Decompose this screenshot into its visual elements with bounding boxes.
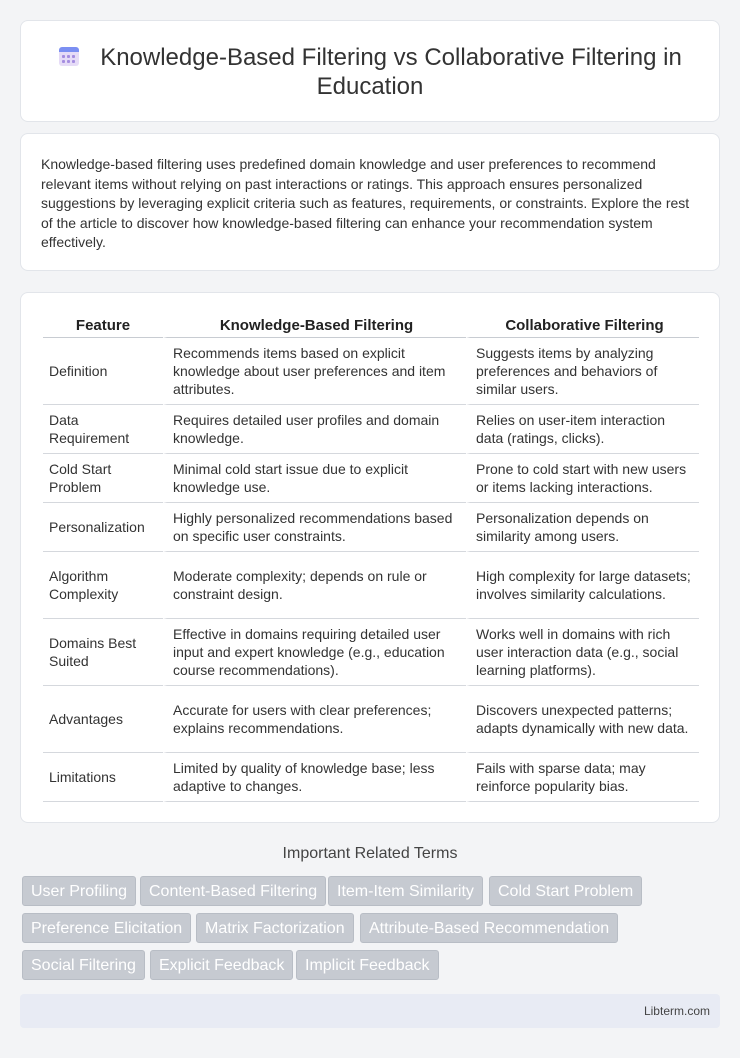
header-knowledge-based: Knowledge-Based Filtering	[163, 316, 466, 338]
page-title	[21, 43, 719, 101]
table-row	[43, 338, 699, 405]
feature-cell: Limitations	[43, 753, 163, 802]
table-row	[43, 753, 699, 802]
knowledge-based-cell: Effective in domains requiring detailed user input and expert knowledge (e.g., education course recommendations).	[163, 619, 466, 686]
collaborative-cell: High complexity for large datasets; involves similarity calculations.	[466, 552, 699, 619]
feature-cell: Personalization	[43, 503, 163, 552]
knowledge-based-cell: Limited by quality of knowledge base; less adaptive to changes.	[163, 753, 466, 802]
table-row	[43, 503, 699, 552]
tag-item-item-similarity[interactable]: Item-Item Similarity	[328, 876, 483, 906]
feature-cell: Data Requirement	[43, 405, 163, 454]
feature-cell: Algorithm Complexity	[43, 552, 163, 619]
feature-cell: Advantages	[43, 686, 163, 753]
table-header-row	[43, 316, 699, 338]
tag-attribute-based-recommendation[interactable]: Attribute-Based Recommendation	[360, 913, 618, 943]
feature-cell: Domains Best Suited	[43, 619, 163, 686]
knowledge-based-cell: Accurate for users with clear preferences; explains recommendations.	[163, 686, 466, 753]
collaborative-cell: Prone to cold start with new users or items lacking interactions.	[466, 454, 699, 503]
footer	[20, 994, 720, 1028]
tag-matrix-factorization[interactable]: Matrix Factorization	[196, 913, 354, 943]
knowledge-based-cell: Moderate complexity; depends on rule or constraint design.	[163, 552, 466, 619]
collaborative-cell: Suggests items by analyzing preferences and behaviors of similar users.	[466, 338, 699, 405]
knowledge-based-cell: Requires detailed user profiles and domain knowledge.	[163, 405, 466, 454]
footer-site-link[interactable]: Libterm.com	[643, 1004, 710, 1018]
header-card	[20, 20, 720, 122]
title-line-1: Knowledge-Based Filtering vs Collaborative Filtering in	[100, 44, 682, 71]
table-row	[43, 552, 699, 619]
tag-content-based-filtering[interactable]: Content-Based Filtering	[140, 876, 326, 906]
feature-cell: Cold Start Problem	[43, 454, 163, 503]
tag-social-filtering[interactable]: Social Filtering	[22, 950, 145, 980]
table-row	[43, 405, 699, 454]
tag-user-profiling[interactable]: User Profiling	[22, 876, 136, 906]
intro-card	[20, 133, 720, 271]
comparison-table	[43, 316, 699, 802]
related-terms-title: Important Related Terms	[282, 845, 458, 862]
collaborative-cell: Works well in domains with rich user interaction data (e.g., social learning platforms).	[466, 619, 699, 686]
header-feature: Feature	[43, 316, 163, 338]
tag-cold-start-problem[interactable]: Cold Start Problem	[489, 876, 642, 906]
tag-preference-elicitation[interactable]: Preference Elicitation	[22, 913, 191, 943]
table-row	[43, 454, 699, 503]
collaborative-cell: Personalization depends on similarity among users.	[466, 503, 699, 552]
knowledge-based-cell: Highly personalized recommendations based on specific user constraints.	[163, 503, 466, 552]
table-row	[43, 619, 699, 686]
knowledge-based-cell: Minimal cold start issue due to explicit knowledge use.	[163, 454, 466, 503]
comparison-card	[20, 292, 720, 823]
tag-implicit-feedback[interactable]: Implicit Feedback	[296, 950, 439, 980]
collaborative-cell: Discovers unexpected patterns; adapts dynamically with new data.	[466, 686, 699, 753]
title-line-2: Education	[316, 73, 424, 100]
header-collaborative: Collaborative Filtering	[466, 316, 699, 338]
feature-cell: Definition	[43, 338, 163, 405]
tag-explicit-feedback[interactable]: Explicit Feedback	[150, 950, 293, 980]
calendar-icon	[58, 45, 80, 67]
collaborative-cell: Relies on user-item interaction data (ratings, clicks).	[466, 405, 699, 454]
collaborative-cell: Fails with sparse data; may reinforce popularity bias.	[466, 753, 699, 802]
table-row	[43, 686, 699, 753]
intro-text: Knowledge-based filtering uses predefined domain knowledge and user preferences to recommend relevant items without relying on past interactions or ratings. This approach ensures personalized suggestions by leveraging explicit criteria such as features, requirements, or constraints. Explore the rest of the article to discover how knowledge-based filtering can enhance your recommendation system effectively.	[41, 156, 690, 250]
knowledge-based-cell: Recommends items based on explicit knowledge about user preferences and item attributes.	[163, 338, 466, 405]
